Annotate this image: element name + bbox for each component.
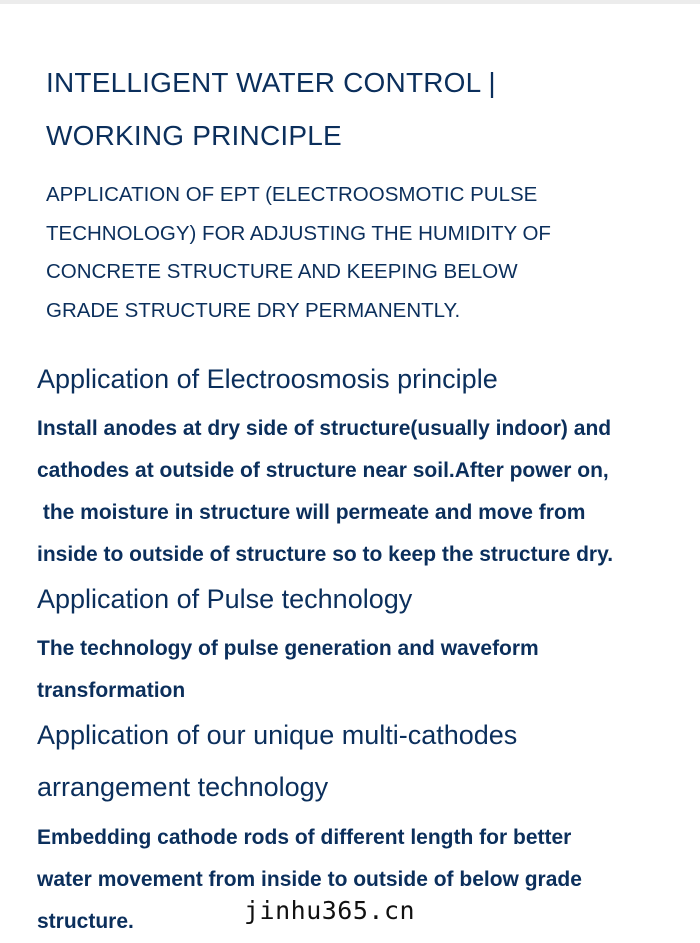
section-body-line: transformation — [37, 679, 186, 702]
section-body-pulse — [37, 628, 539, 712]
section-body-line: The technology of pulse generation and waveform — [37, 637, 539, 660]
section-body-line: the moisture in structure will permeate and move from — [37, 501, 586, 524]
site-watermark: jinhu365.cn — [244, 896, 416, 925]
page-title — [46, 56, 666, 162]
section-heading-electroosmosis — [37, 353, 498, 405]
intro-line: APPLICATION OF EPT (ELECTROOSMOTIC PULSE — [46, 183, 538, 206]
section-heading-line: Application of our unique multi-cathodes — [37, 720, 518, 750]
section-heading-line: Application of Pulse technology — [37, 584, 413, 614]
section-body-electroosmosis — [37, 408, 613, 576]
section-heading-line: Application of Electroosmosis principle — [37, 364, 498, 394]
section-body-line: Install anodes at dry side of structure(usually indoor) and — [37, 417, 612, 440]
intro-line: GRADE STRUCTURE DRY PERMANENTLY. — [46, 298, 461, 322]
section-heading-multi-cathodes — [37, 709, 517, 813]
section-body-line: cathodes at outside of structure near soil.After power on, — [37, 459, 609, 482]
section-body-line: inside to outside of structure so to keep the structure dry. — [37, 543, 614, 566]
section-body-line: water movement from inside to outside of below grade — [37, 868, 582, 891]
top-divider-strip — [0, 0, 700, 4]
intro-line: CONCRETE STRUCTURE AND KEEPING BELOW — [46, 260, 518, 283]
page-title-line: INTELLIGENT WATER CONTROL | — [46, 67, 496, 98]
intro-line: TECHNOLOGY) FOR ADJUSTING THE HUMIDITY OF — [46, 221, 551, 245]
section-body-line: structure. — [37, 910, 134, 933]
section-body-line: Embedding cathode rods of different length for better — [37, 826, 572, 849]
section-heading-pulse — [37, 573, 412, 625]
section-heading-line: arrangement technology — [37, 772, 329, 802]
page-title-line: WORKING PRINCIPLE — [46, 120, 342, 151]
intro-paragraph — [46, 176, 666, 330]
